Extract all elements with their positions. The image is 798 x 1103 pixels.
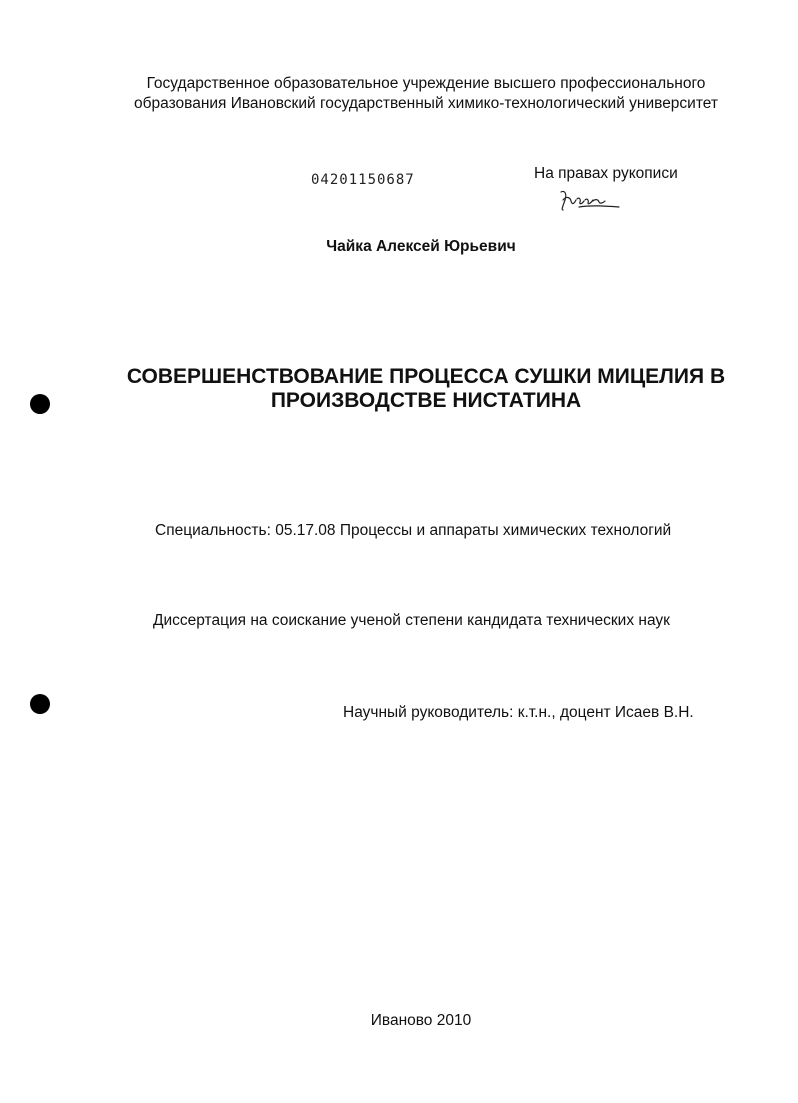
institution-line-2: образования Ивановский государственный химико-технологический университет: [134, 95, 718, 112]
degree-line: Диссертация на соискание ученой степени кандидата технических наук: [153, 612, 670, 629]
binder-hole-top-icon: [30, 394, 50, 414]
document-code: 04201150687: [311, 172, 415, 188]
author-name: Чайка Алексей Юрьевич: [326, 238, 516, 255]
manuscript-rights: На правах рукописи: [534, 165, 678, 182]
binder-hole-bottom-icon: [30, 694, 50, 714]
dissertation-title: [0, 365, 798, 413]
supervisor-line: Научный руководитель: к.т.н., доцент Исаев В.Н.: [343, 704, 694, 721]
institution-header: [0, 74, 798, 114]
title-line-1: СОВЕРШЕНСТВОВАНИЕ ПРОЦЕССА СУШКИ МИЦЕЛИЯ В: [126, 365, 726, 388]
specialty-line: Специальность: 05.17.08 Процессы и аппараты химических технологий: [155, 522, 672, 539]
institution-line-1: Государственное образовательное учреждение высшего профессионального: [146, 75, 706, 92]
signature-icon: [557, 188, 623, 214]
title-line-2: ПРОИЗВОДСТВЕ НИСТАТИНА: [270, 389, 582, 412]
city-year: Иваново 2010: [370, 1012, 472, 1029]
